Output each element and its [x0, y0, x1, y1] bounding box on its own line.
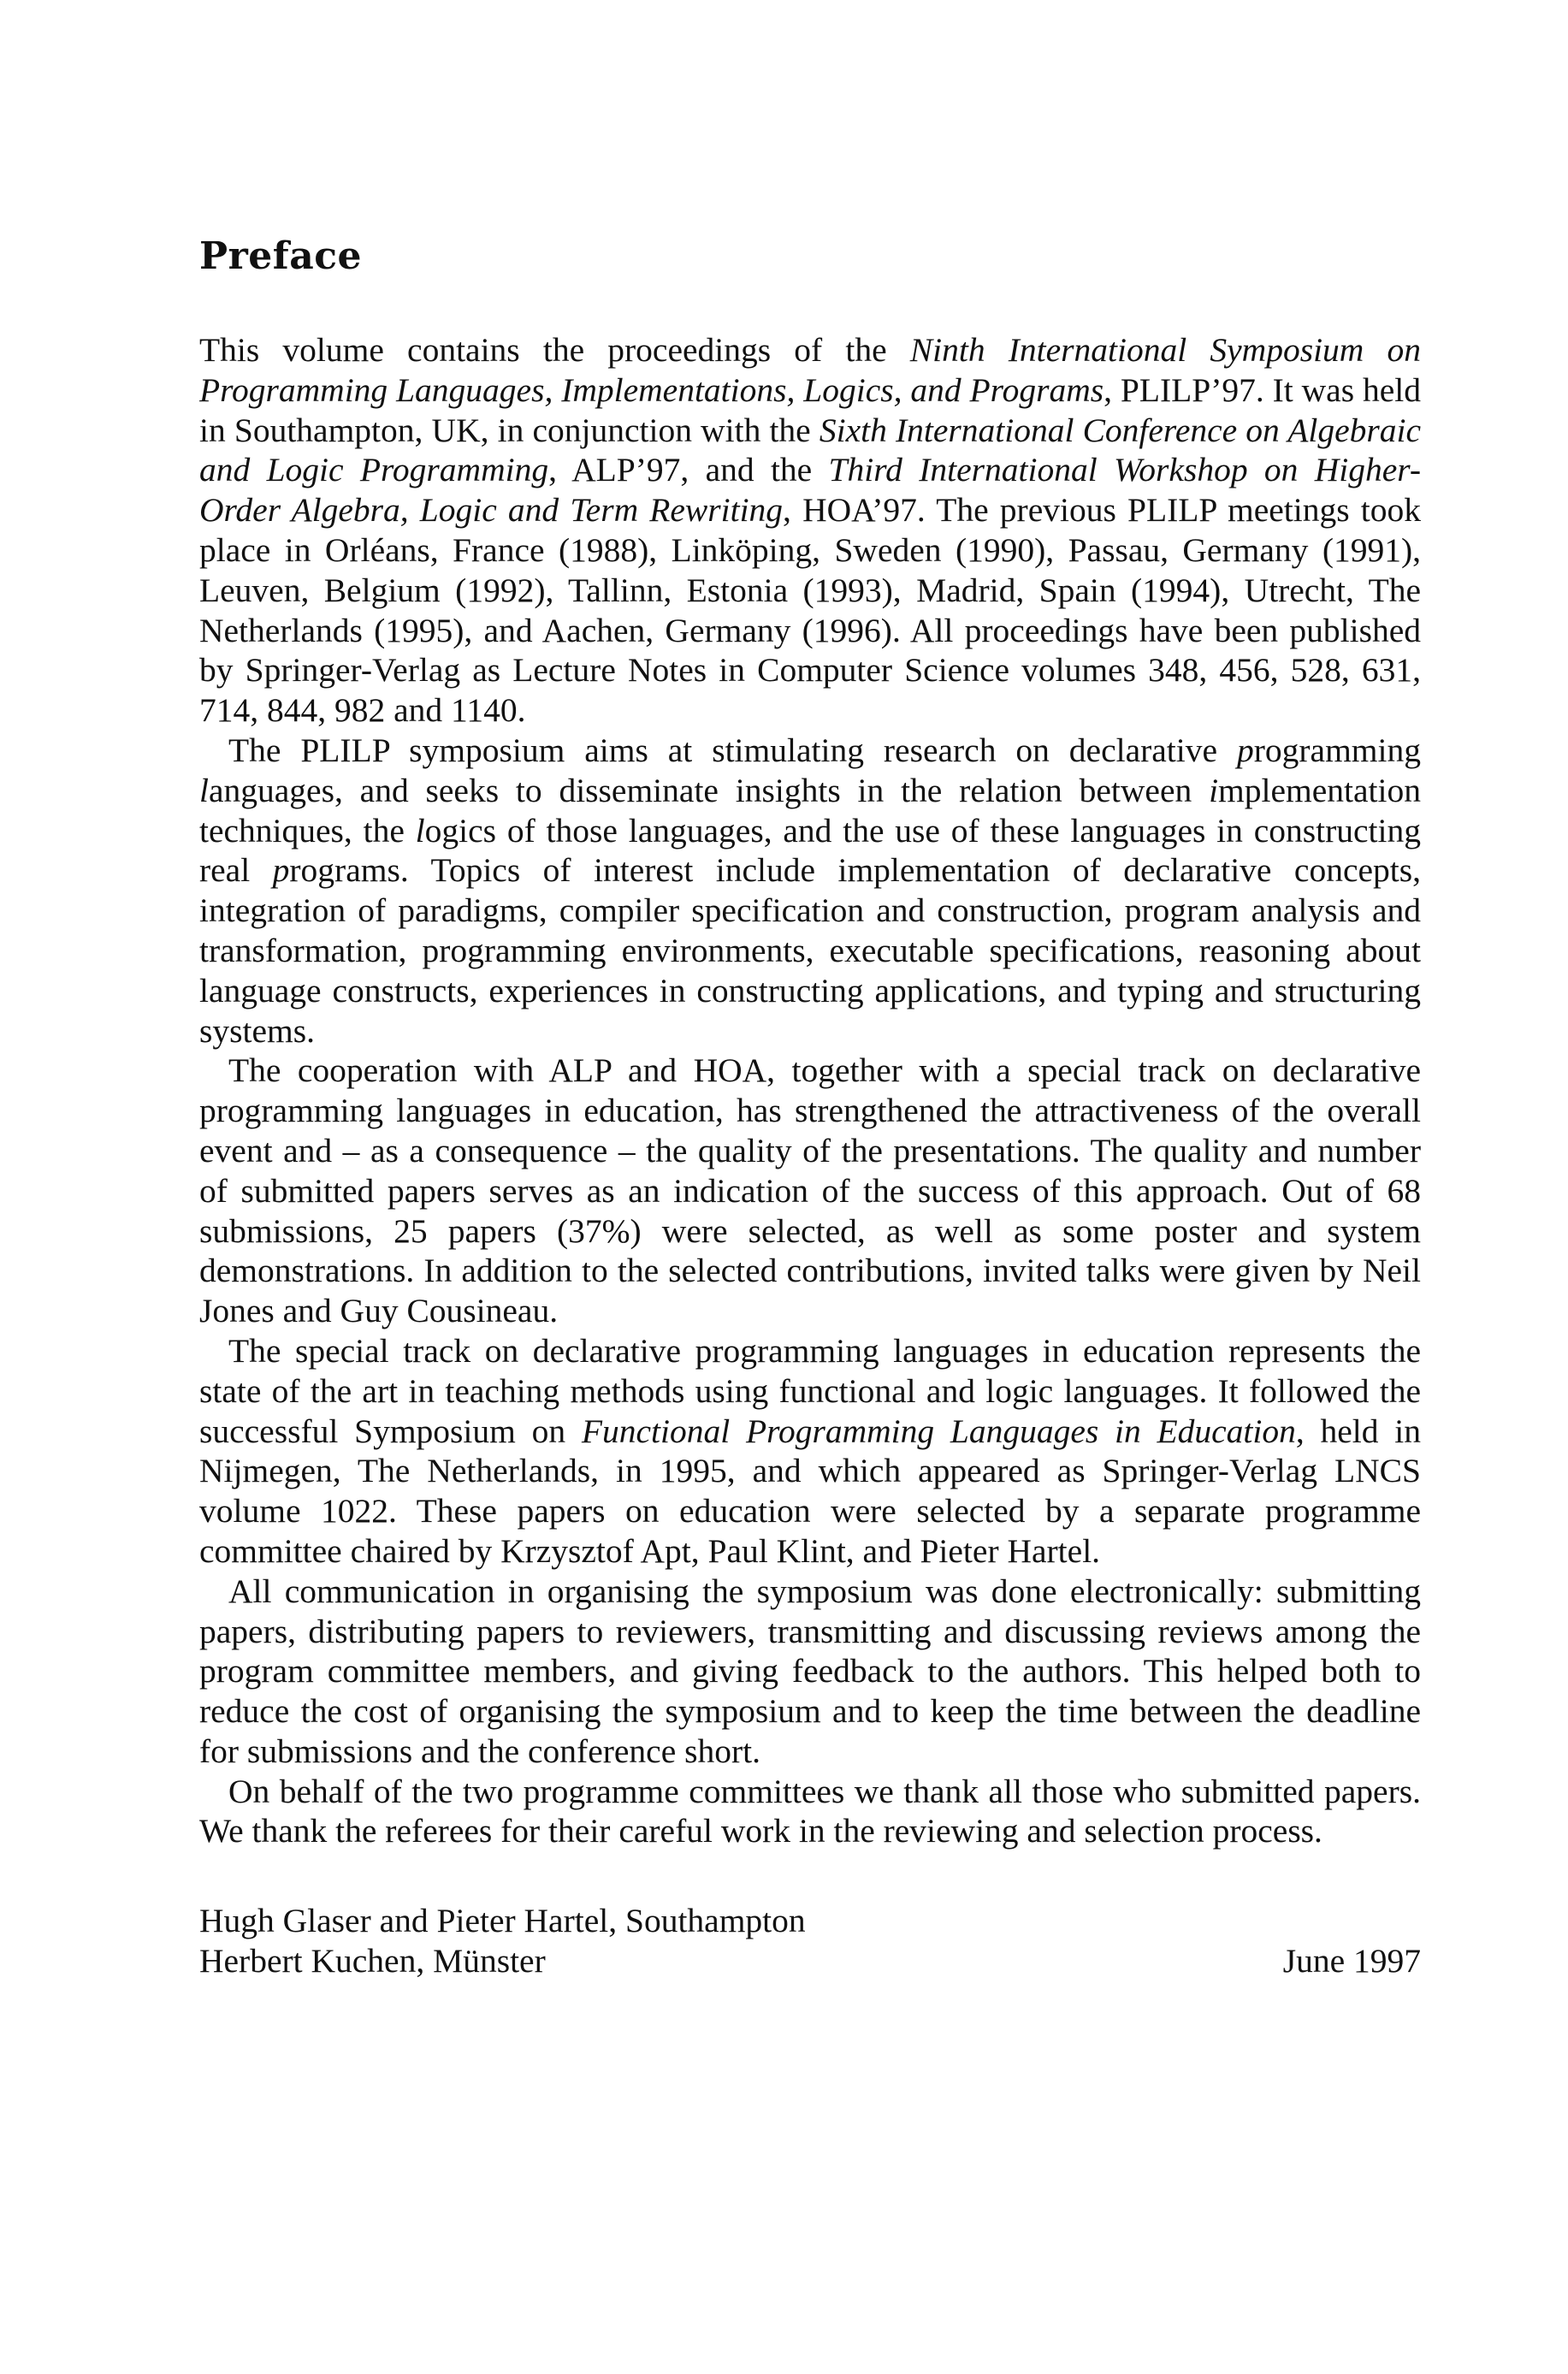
text-segment: , ALP’97, and the: [548, 451, 829, 489]
preface-body: [199, 330, 1421, 1851]
text-segment: On behalf of the two programme committees we thank all those who submitted papers. We thank the referees for their careful work in the reviewing and selection process.: [199, 1772, 1421, 1850]
paragraph-intro: [199, 330, 1421, 731]
text-segment: All communication in organising the symposium was done electronically: submitting papers, distributing papers to reviewers, transmitting and discussing reviews among the program committee members, and giving feedback to the authors. This helped both to reduce the cost of organising the symposium and to keep the time between the deadline for submissions and the conference short.: [199, 1572, 1421, 1770]
text-segment: , PLILP’97. It was held in Southampton, UK, in conjunction with the: [199, 370, 1421, 449]
signature-row: [199, 1941, 1421, 1981]
paragraph-acknowledgements: [199, 1772, 1421, 1852]
text-segment: The cooperation with ALP and HOA, together with a special track on declarative programming languages in education, has strengthened the attractiveness of the overall event and – as a consequence – the quality of the presentations. The quality and number of submitted papers serves as an indication of the success of this approach. Out of 68 submissions, 25 papers (37%) were selected, as well as some poster and system demonstrations. In addition to the selected contributions, invited talks were given by Neil Jones and Guy Cousineau.: [199, 1051, 1421, 1330]
paragraph-education-track: [199, 1331, 1421, 1572]
preface-page: [199, 231, 1421, 1981]
paragraph-aims: [199, 731, 1421, 1051]
italic-text-segment: Third International Workshop on Higher-Order Algebra, Logic and Term Rewriting: [199, 451, 1422, 530]
italic-text-segment: Sixth International Conference on Algebraic and Logic Programming: [199, 411, 1421, 489]
text-segment: , HOA’97. The previous PLILP meetings took place in Orléans, France (1988), Linköping, Sweden (1990), Passau, Germany (1991), Leuven, Belgium (1992), Tallinn, Estonia (1993), Madrid, Spain (1994), Utrecht, The Netherlands (1995), and Aachen, Germany (1996). All proceedings have been published by Springer-Verlag as Lecture Notes in Computer Science volumes 348, 456, 528, 631, 714, 844, 982 and 1140.: [199, 491, 1421, 730]
text-segment: The special track on declarative programming languages in education represents the state of the art in teaching methods using functional and logic languages. It followed the successful Symposium on: [199, 1331, 1421, 1450]
text-segment: rograms. Topics of interest include implementation of declarative concepts, integration of paradigms, compiler specification and construction, program analysis and transformation, programming environments, executable specifications, reasoning about language constructs, experiences in constructing applications, and typing and structuring systems.: [199, 851, 1421, 1050]
signature-line-editor-muenster: Herbert Kuchen, Münster: [199, 1942, 546, 1980]
page-title: Preface: [199, 234, 362, 278]
paragraph-communication: [199, 1572, 1421, 1772]
italic-text-segment: l: [415, 811, 425, 850]
text-segment: , held in Nijmegen, The Netherlands, in 1995, and which appeared as Springer-Verlag LNCS volume 1022. These papers on education were selected by a separate programme committee chaired by Krzysztof Apt, Paul Klint, and Pieter Hartel.: [199, 1412, 1421, 1570]
signature-block: [199, 1901, 1421, 1981]
paragraph-cooperation: [199, 1051, 1421, 1331]
text-segment: ogics of those languages, and the use of these languages in constructing real: [199, 811, 1421, 890]
text-segment: mplementation techniques, the: [199, 771, 1421, 850]
text-segment: anguages, and seeks to disseminate insights in the relation between: [208, 771, 1210, 809]
italic-text-segment: i: [1209, 771, 1219, 809]
italic-text-segment: p: [272, 851, 290, 890]
italic-text-segment: l: [199, 771, 209, 809]
text-segment: This volume contains the proceedings of the: [199, 331, 910, 369]
text-segment: rogramming: [1253, 731, 1421, 769]
italic-text-segment: p: [1236, 731, 1254, 769]
italic-text-segment: Ninth International Symposium on Programming Languages, Implementations, Logics, and Programs: [199, 331, 1421, 409]
italic-text-segment: Functional Programming Languages in Education: [581, 1412, 1296, 1450]
signature-date: June 1997: [1282, 1942, 1421, 1980]
text-segment: The PLILP symposium aims at stimulating research on declarative: [228, 731, 1237, 769]
signature-line-editors-southampton: Hugh Glaser and Pieter Hartel, Southampton: [199, 1902, 806, 1940]
